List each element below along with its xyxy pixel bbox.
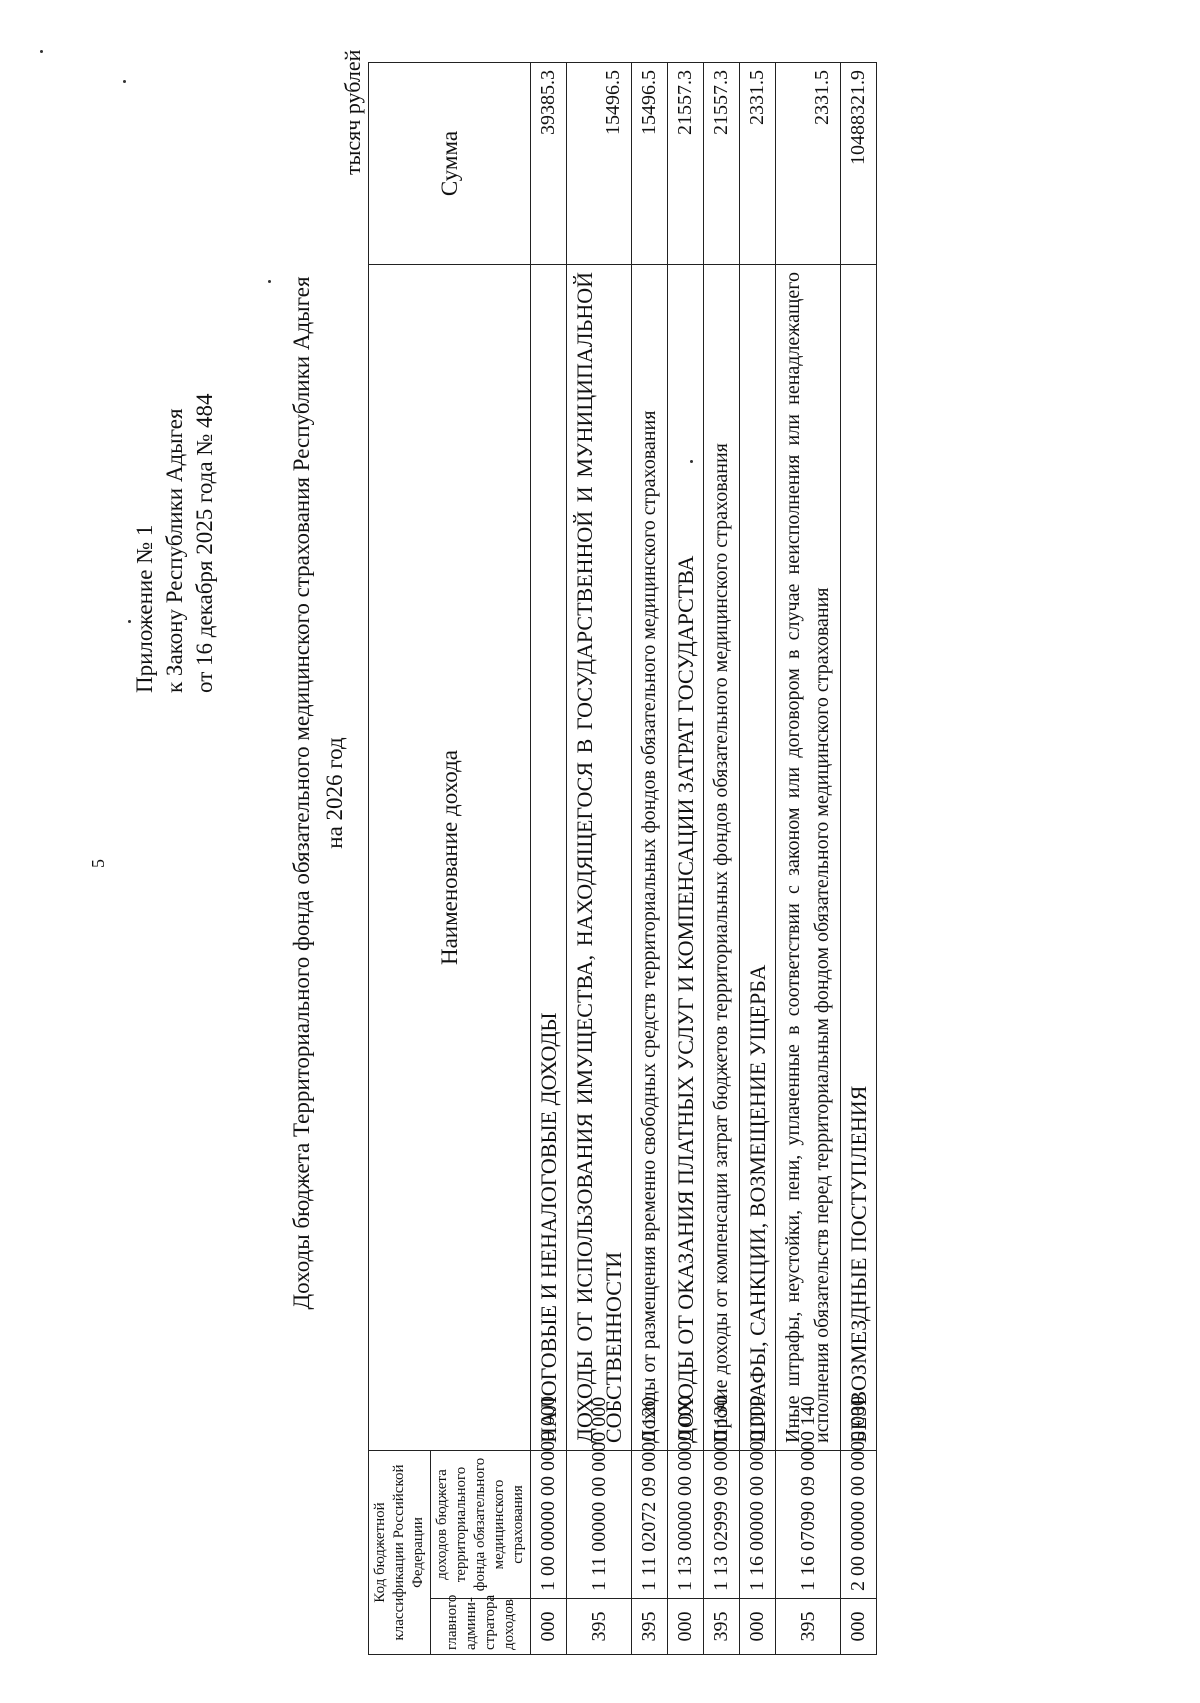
amount-cell: 2331.5 — [740, 63, 776, 265]
header-row-1 — [369, 63, 431, 1655]
amount-cell: 39385.3 — [531, 63, 567, 265]
income-name-cell: Доходы от размещения временно свободных средств территориальных фондов обязательного медицинского страхования — [632, 265, 668, 1451]
income-code-cell: 1 16 00000 00 0000 000 — [740, 1451, 776, 1599]
title-line-2: на 2026 год — [322, 737, 347, 849]
administrator-code-cell: 000 — [668, 1599, 704, 1655]
amount-cell: 21557.3 — [668, 63, 704, 265]
income-name-cell: Иные штрафы, неустойки, пени, уплаченные в соответствии с законом или договором в случае неисполнения или ненадлежащего исполнения обязательств перед территориальным фондом обязательного медицинского страхования — [776, 265, 841, 1451]
administrator-code-cell: 395 — [704, 1599, 740, 1655]
administrator-header: главного админи-стратора доходов — [431, 1599, 531, 1655]
appendix-line-3: от 16 декабря 2025 года № 484 — [192, 393, 217, 693]
scan-speck — [40, 50, 43, 53]
amount-cell: 15496.5 — [567, 63, 632, 265]
income-code-cell: 1 13 02999 09 0000 130 — [704, 1451, 740, 1599]
appendix-line-2: к Закону Республики Адыгея — [162, 408, 187, 693]
table-row — [668, 63, 704, 1655]
administrator-code-cell: 395 — [632, 1599, 668, 1655]
income-code-cell: 1 16 07090 09 0000 140 — [776, 1451, 841, 1599]
income-code-cell: 1 00 00000 00 0000 000 — [531, 1451, 567, 1599]
income-code-cell: 1 11 00000 00 0000 000 — [567, 1451, 632, 1599]
title-line-1: Доходы бюджета Территориального фонда обязательного медицинского страхования Республики Адыгея — [289, 276, 314, 1310]
table-row — [841, 63, 877, 1655]
income-name-cell: БЕЗВОЗМЕЗДНЫЕ ПОСТУПЛЕНИЯ — [841, 265, 877, 1451]
income-code-cell: 2 00 00000 00 0000 000 — [841, 1451, 877, 1599]
income-name-cell: НАЛОГОВЫЕ И НЕНАЛОГОВЫЕ ДОХОДЫ — [531, 265, 567, 1451]
appendix-reference — [130, 393, 220, 693]
amount-cell: 10488321.9 — [841, 63, 877, 265]
administrator-code-cell: 395 — [567, 1599, 632, 1655]
table-row — [531, 63, 567, 1655]
income-code-cell: 1 11 02072 09 0000 120 — [632, 1451, 668, 1599]
amount-cell: 21557.3 — [704, 63, 740, 265]
name-header: Наименование дохода — [369, 265, 531, 1451]
income-code-cell: 1 13 00000 00 0000 000 — [668, 1451, 704, 1599]
administrator-code-cell: 000 — [841, 1599, 877, 1655]
appendix-line-1: Приложение № 1 — [132, 524, 157, 693]
table-row — [740, 63, 776, 1655]
table-row — [704, 63, 740, 1655]
scan-speck — [123, 80, 126, 83]
amount-cell: 2331.5 — [776, 63, 841, 265]
income-name-cell: ШТРАФЫ, САНКЦИИ, ВОЗМЕЩЕНИЕ УЩЕРБА — [740, 265, 776, 1451]
income-code-header: доходов бюджета территориального фонда обязательного медицинского страхования — [431, 1451, 531, 1599]
table-row — [632, 63, 668, 1655]
amount-header: Сумма — [369, 63, 531, 265]
scan-speck — [128, 620, 131, 623]
document-title — [285, 103, 351, 1483]
table-row — [776, 63, 841, 1655]
administrator-code-cell: 395 — [776, 1599, 841, 1655]
income-name-cell: ДОХОДЫ ОТ ОКАЗАНИЯ ПЛАТНЫХ УСЛУГ И КОМПЕНСАЦИИ ЗАТРАТ ГОСУДАРСТВА — [668, 265, 704, 1451]
scan-speck — [690, 460, 693, 463]
scan-speck — [268, 280, 271, 283]
classification-header: Код бюджетной классификации Российской Федерации — [369, 1451, 431, 1655]
units-label: тысяч рублей — [340, 49, 365, 175]
income-name-cell: Прочие доходы от компенсации затрат бюджетов территориальных фондов обязательного медицинского страхования — [704, 265, 740, 1451]
page-number: 5 — [88, 859, 108, 868]
administrator-code-cell: 000 — [531, 1599, 567, 1655]
amount-cell: 15496.5 — [632, 63, 668, 265]
administrator-code-cell: 000 — [740, 1599, 776, 1655]
income-name-cell: ДОХОДЫ ОТ ИСПОЛЬЗОВАНИЯ ИМУЩЕСТВА, НАХОДЯЩЕГОСЯ В ГОСУДАРСТВЕННОЙ И МУНИЦИПАЛЬНОЙ СОБСТВЕННОСТИ — [567, 265, 632, 1451]
income-table — [368, 62, 877, 1655]
table-row — [567, 63, 632, 1655]
